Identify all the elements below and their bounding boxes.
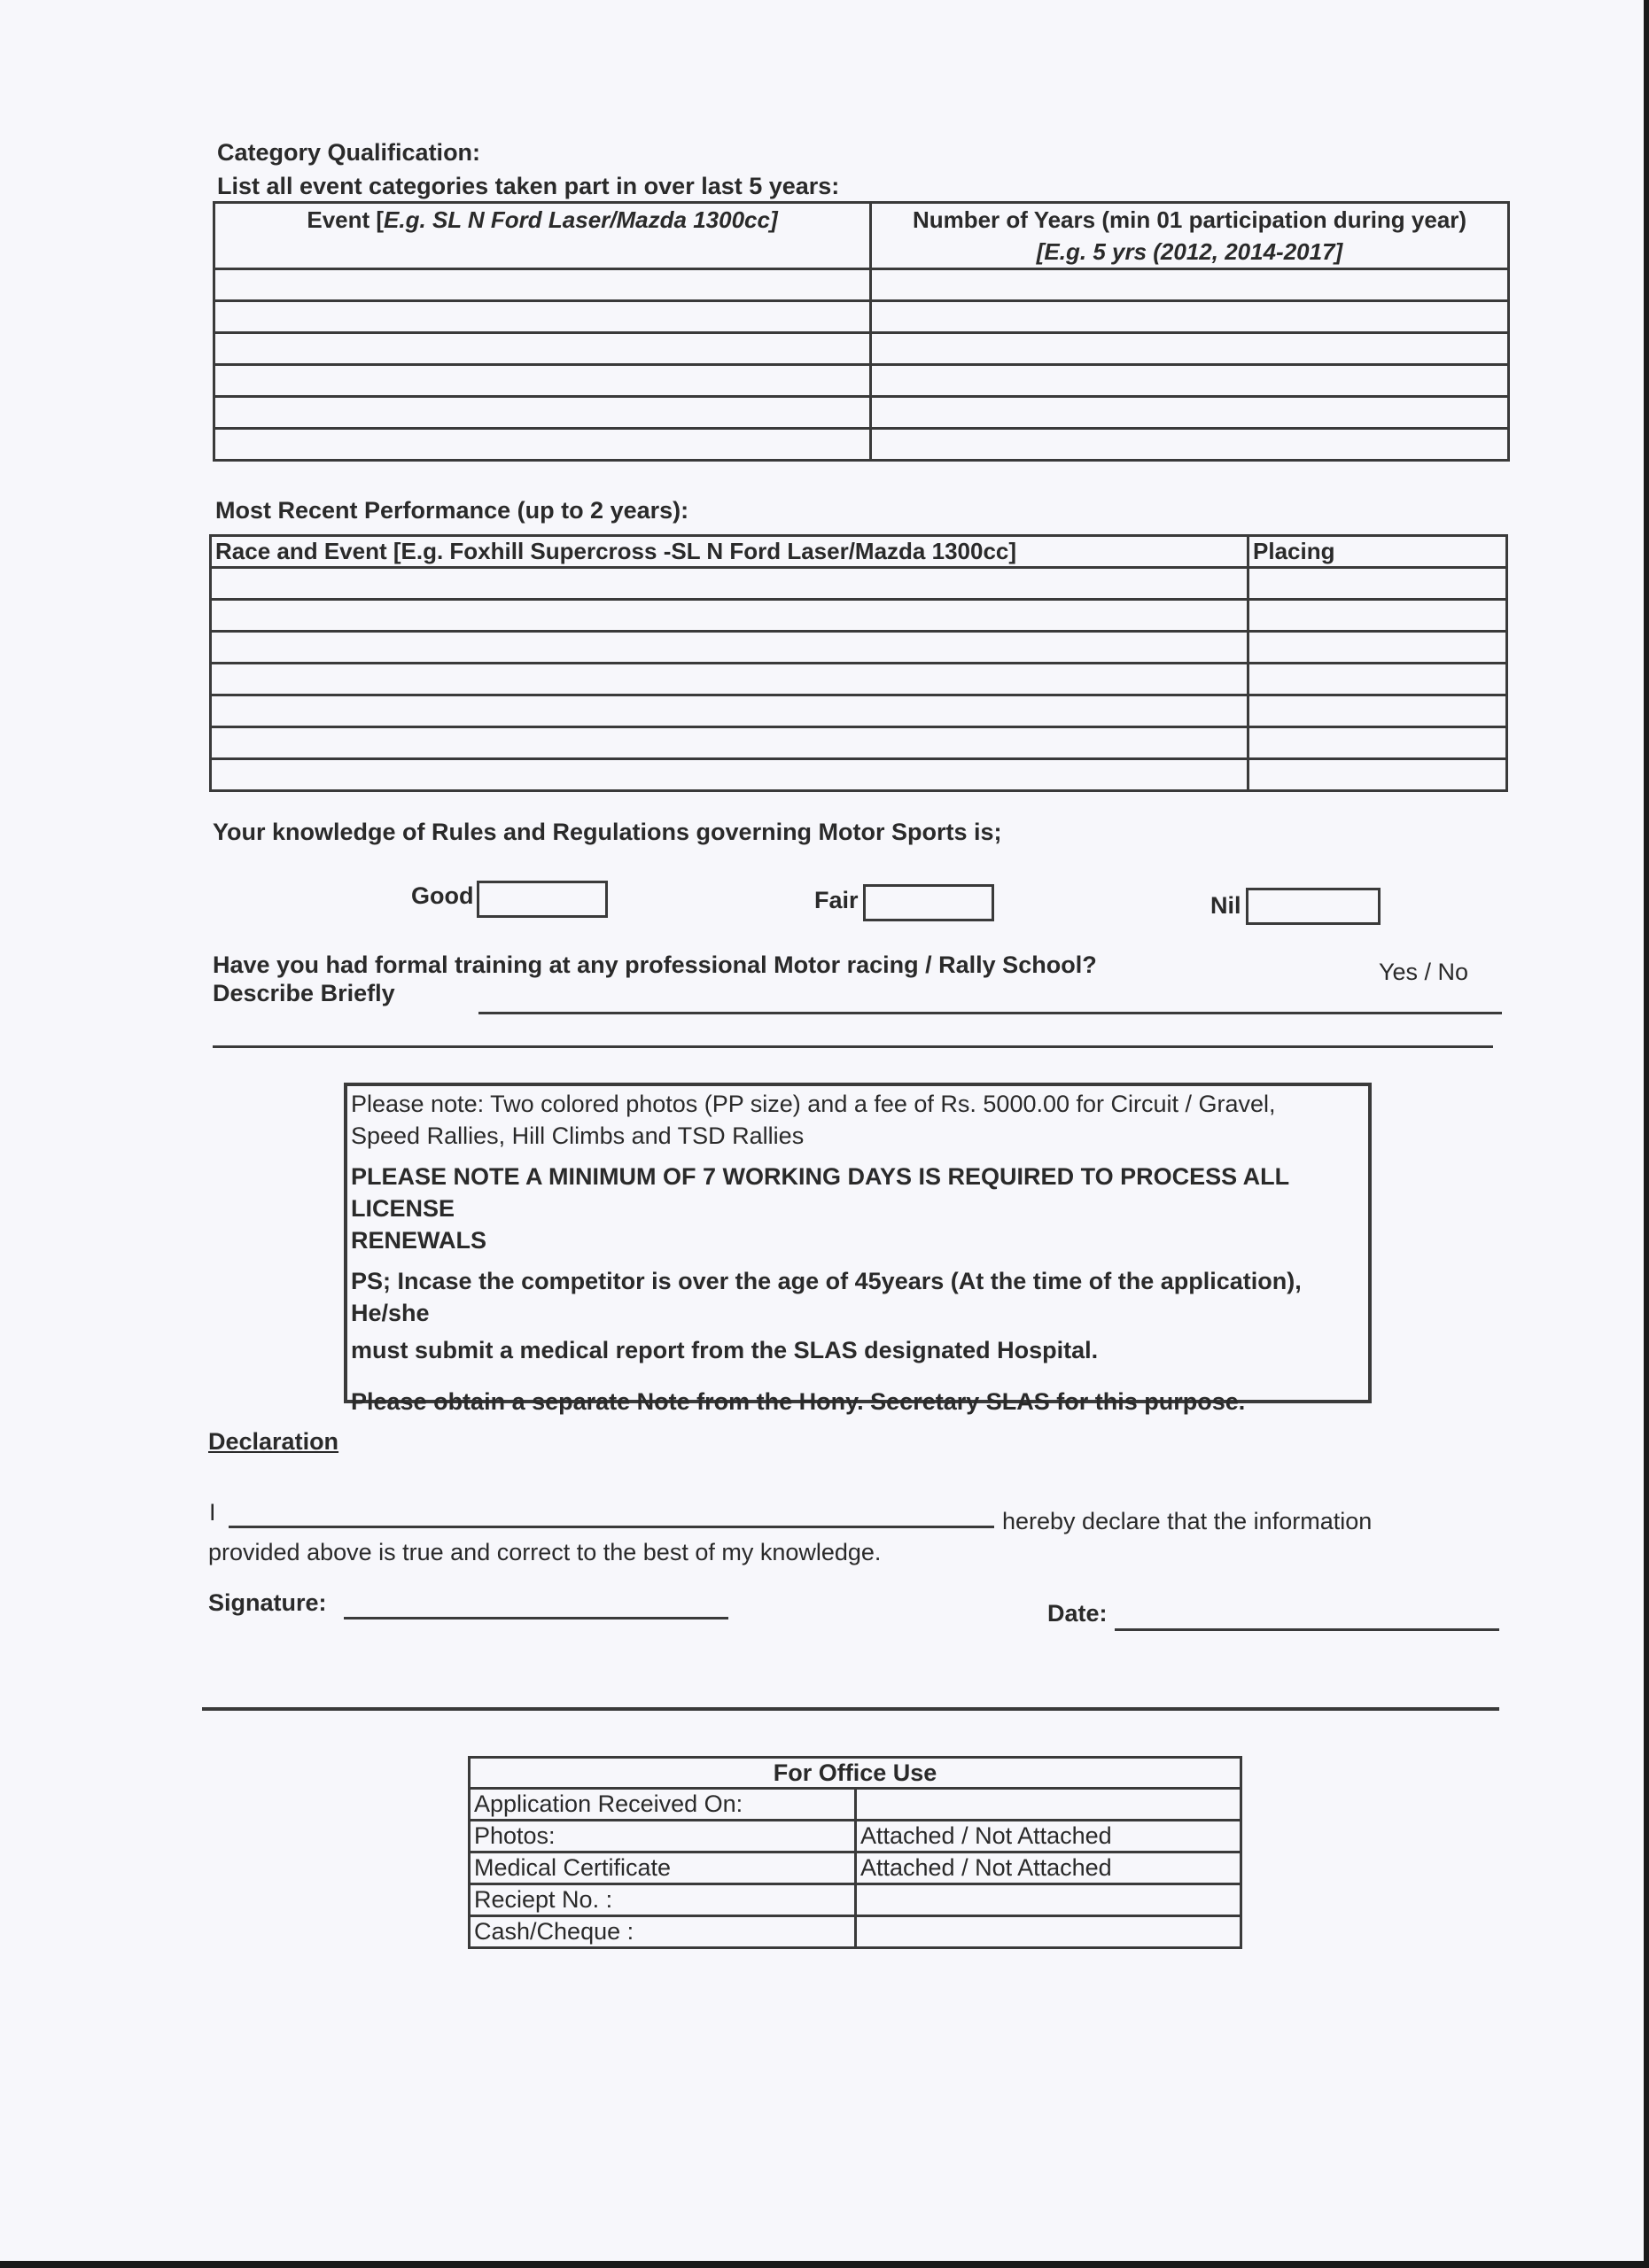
date-line[interactable] (1115, 1602, 1499, 1631)
knowledge-fair-label: Fair (814, 887, 859, 913)
performance-event-cell[interactable] (211, 727, 1248, 759)
knowledge-question: Your knowledge of Rules and Regulations governing Motor Sports is; (213, 819, 1002, 845)
category-event-cell[interactable] (214, 301, 871, 333)
table-row (470, 1821, 1241, 1852)
performance-placing-cell[interactable] (1248, 632, 1507, 664)
training-describe-line-2[interactable] (213, 1022, 1493, 1048)
office-label: Medical Certificate (470, 1852, 856, 1884)
performance-placing-cell[interactable] (1248, 695, 1507, 727)
category-event-cell[interactable] (214, 333, 871, 365)
notice-line: Please obtain a separate Note from the Hony. Secretary SLAS for this purpose. (351, 1388, 1246, 1415)
category-title: Category Qualification: (217, 139, 481, 166)
scan-edge-right (1644, 0, 1649, 2268)
training-question: Have you had formal training at any professional Motor racing / Rally School? (213, 951, 1097, 978)
category-subtitle: List all event categories taken part in over last 5 years: (217, 173, 840, 199)
table-row (211, 600, 1507, 632)
table-row (470, 1852, 1241, 1884)
notice-line: RENEWALS (351, 1227, 487, 1254)
category-event-cell[interactable] (214, 429, 871, 461)
notice-line: He/she (351, 1300, 430, 1326)
declaration-name-line[interactable] (229, 1497, 994, 1528)
table-row (211, 632, 1507, 664)
declaration-title: Declaration (208, 1428, 339, 1455)
declaration-provided: provided above is true and correct to the best of my knowledge. (208, 1539, 882, 1565)
performance-placing-cell[interactable] (1248, 759, 1507, 791)
declaration-hereby: hereby declare that the information (1002, 1508, 1373, 1534)
table-row (211, 695, 1507, 727)
category-event-cell[interactable] (214, 397, 871, 429)
notice-line: Speed Rallies, Hill Climbs and TSD Rallies (351, 1122, 805, 1149)
performance-event-cell[interactable] (211, 568, 1248, 600)
training-yes-no[interactable]: Yes / No (1379, 959, 1469, 985)
category-event-cell[interactable] (214, 365, 871, 397)
table-row (214, 333, 1509, 365)
performance-col-placing: Placing (1248, 536, 1507, 568)
training-describe-line-1[interactable] (478, 983, 1502, 1014)
notice-line: PLEASE NOTE A MINIMUM OF 7 WORKING DAYS IS REQUIRED TO PROCESS ALL LICENSE (351, 1163, 1289, 1222)
knowledge-good-label: Good (411, 882, 474, 909)
office-use-title: For Office Use (470, 1758, 1241, 1789)
table-row (211, 759, 1507, 791)
table-row (214, 269, 1509, 301)
office-value[interactable] (856, 1884, 1241, 1916)
office-label: Reciept No. : (470, 1884, 856, 1916)
office-label: Cash/Cheque : (470, 1916, 856, 1948)
table-row (470, 1884, 1241, 1916)
table-row (214, 429, 1509, 461)
category-event-cell[interactable] (214, 269, 871, 301)
section-divider (202, 1705, 1499, 1711)
signature-label: Signature: (208, 1589, 327, 1616)
date-label: Date: (1047, 1600, 1108, 1627)
table-row (211, 568, 1507, 600)
notice-line: PS; Incase the competitor is over the age of 45years (At the time of the application), (351, 1268, 1302, 1294)
office-value[interactable]: Attached / Not Attached (856, 1852, 1241, 1884)
table-row (470, 1916, 1241, 1948)
notice-line: must submit a medical report from the SLAS designated Hospital. (351, 1337, 1099, 1363)
performance-event-cell[interactable] (211, 632, 1248, 664)
category-years-cell[interactable] (871, 429, 1509, 461)
office-label: Application Received On: (470, 1789, 856, 1821)
office-value[interactable] (856, 1916, 1241, 1948)
category-col-event: Event [E.g. SL N Ford Laser/Mazda 1300cc] (214, 203, 871, 269)
training-describe-label: Describe Briefly (213, 980, 395, 1006)
performance-placing-cell[interactable] (1248, 664, 1507, 695)
performance-table (209, 534, 1508, 792)
table-row (211, 664, 1507, 695)
notice-box (344, 1083, 1372, 1415)
table-row (470, 1789, 1241, 1821)
office-value[interactable]: Attached / Not Attached (856, 1821, 1241, 1852)
knowledge-nil-label: Nil (1210, 892, 1241, 919)
table-row (214, 301, 1509, 333)
declaration-i: I (209, 1499, 216, 1526)
performance-placing-cell[interactable] (1248, 568, 1507, 600)
performance-placing-cell[interactable] (1248, 600, 1507, 632)
performance-event-cell[interactable] (211, 664, 1248, 695)
performance-event-cell[interactable] (211, 695, 1248, 727)
table-row (214, 365, 1509, 397)
category-years-cell[interactable] (871, 365, 1509, 397)
performance-col-event: Race and Event [E.g. Foxhill Supercross -SL N Ford Laser/Mazda 1300cc] (211, 536, 1248, 568)
category-years-cell[interactable] (871, 333, 1509, 365)
performance-placing-cell[interactable] (1248, 727, 1507, 759)
category-years-cell[interactable] (871, 397, 1509, 429)
table-row (214, 397, 1509, 429)
notice-line: Please note: Two colored photos (PP size) and a fee of Rs. 5000.00 for Circuit / Gravel, (351, 1091, 1276, 1117)
knowledge-good-checkbox[interactable] (477, 881, 608, 918)
category-years-cell[interactable] (871, 269, 1509, 301)
signature-line[interactable] (344, 1590, 728, 1619)
category-col-years: Number of Years (min 01 participation during year) [E.g. 5 yrs (2012, 2014-2017] (871, 203, 1509, 269)
category-years-cell[interactable] (871, 301, 1509, 333)
office-label: Photos: (470, 1821, 856, 1852)
performance-event-cell[interactable] (211, 759, 1248, 791)
table-row (211, 727, 1507, 759)
knowledge-nil-checkbox[interactable] (1246, 888, 1381, 925)
knowledge-fair-checkbox[interactable] (863, 884, 994, 921)
scan-edge-bottom (0, 2261, 1649, 2268)
office-value[interactable] (856, 1789, 1241, 1821)
performance-title: Most Recent Performance (up to 2 years): (215, 497, 689, 524)
category-table (213, 201, 1510, 462)
performance-event-cell[interactable] (211, 600, 1248, 632)
office-use-table (468, 1756, 1242, 1949)
